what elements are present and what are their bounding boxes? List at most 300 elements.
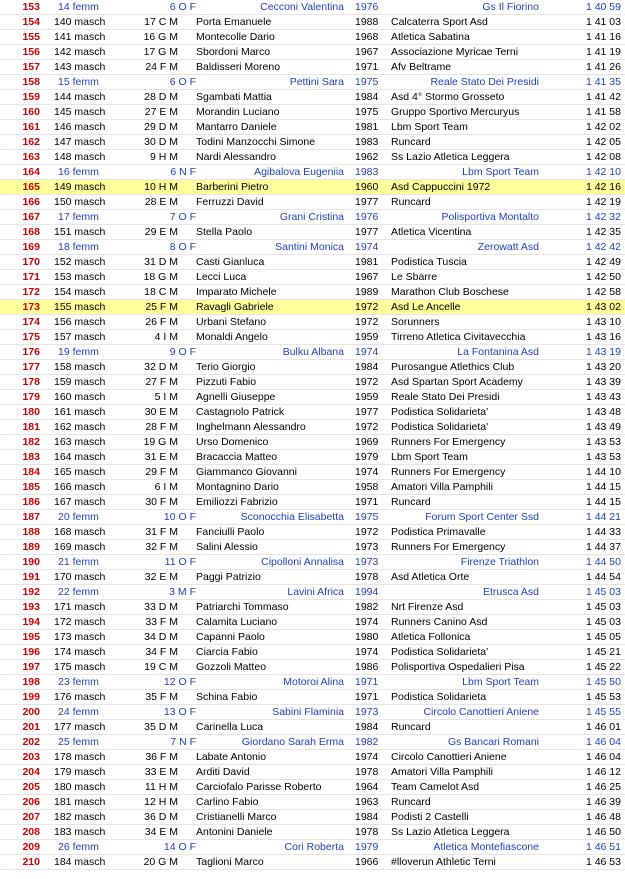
club-cell: #lloverun Athletic Terni — [391, 856, 496, 868]
athlete-name-cell: Casti Gianluca — [196, 256, 265, 268]
club-cell: Tirreno Atletica Civitavecchia — [391, 331, 526, 343]
club-cell: Runners For Emergency — [391, 466, 506, 478]
bib-cell: 150 masch — [54, 196, 106, 208]
club-cell: Runners For Emergency — [391, 436, 506, 448]
position-cell: 168 — [22, 226, 40, 238]
bib-cell: 166 masch — [54, 481, 106, 493]
position-cell: 197 — [22, 661, 40, 673]
finish-time-cell: 1 43 39 — [585, 376, 621, 388]
athlete-name-cell: Monaldi Angelo — [196, 331, 268, 343]
birth-year-cell: 1981 — [355, 256, 379, 268]
position-cell: 162 — [22, 136, 40, 148]
bib-cell: 154 masch — [54, 286, 106, 298]
athlete-name-cell: Carlino Fabio — [196, 796, 259, 808]
table-row — [0, 810, 625, 825]
club-cell: Polisportiva Montalto — [441, 211, 539, 223]
birth-year-cell: 1977 — [355, 406, 379, 418]
table-row — [0, 15, 625, 30]
position-cell: 157 — [22, 61, 40, 73]
finish-time-cell: 1 42 02 — [585, 121, 621, 133]
finish-time-cell: 1 46 04 — [585, 751, 621, 763]
club-cell: Runcard — [391, 496, 431, 508]
finish-time-cell: 1 42 49 — [585, 256, 621, 268]
club-cell: Calcaterra Sport Asd — [391, 16, 488, 28]
table-row — [0, 480, 625, 495]
table-row — [0, 30, 625, 45]
club-cell: Zerowatt Asd — [477, 241, 539, 253]
category-cell: 32 D M — [144, 361, 178, 373]
position-cell: 199 — [22, 691, 40, 703]
category-cell: 20 G M — [143, 856, 178, 868]
birth-year-cell: 1972 — [355, 376, 379, 388]
bib-cell: 25 femm — [58, 736, 99, 748]
position-cell: 161 — [22, 121, 40, 133]
table-row — [0, 150, 625, 165]
athlete-name-cell: Nardi Alessandro — [196, 151, 276, 163]
club-cell: Runcard — [391, 721, 431, 733]
finish-time-cell: 1 44 50 — [585, 556, 621, 568]
bib-cell: 160 masch — [54, 391, 106, 403]
athlete-name-cell: Labate Antonio — [196, 751, 267, 763]
athlete-name-cell: Lavini Africa — [287, 586, 344, 598]
club-cell: Amatori Villa Pamphili — [391, 766, 493, 778]
position-cell: 175 — [22, 331, 40, 343]
position-cell: 191 — [22, 571, 40, 583]
finish-time-cell: 1 45 22 — [585, 661, 621, 673]
category-cell: 6 O F — [169, 1, 196, 13]
position-cell: 174 — [22, 316, 40, 328]
birth-year-cell: 1959 — [355, 391, 379, 403]
category-cell: 35 F M — [145, 691, 178, 703]
athlete-name-cell: Imparato Michele — [196, 286, 277, 298]
finish-time-cell: 1 43 10 — [585, 316, 621, 328]
finish-time-cell: 1 43 19 — [585, 346, 621, 358]
category-cell: 33 E M — [144, 766, 178, 778]
category-cell: 28 E M — [144, 196, 178, 208]
finish-time-cell: 1 42 50 — [585, 271, 621, 283]
finish-time-cell: 1 42 05 — [585, 136, 621, 148]
birth-year-cell: 1964 — [355, 781, 379, 793]
athlete-name-cell: Barberini Pietro — [196, 181, 269, 193]
table-row — [0, 285, 625, 300]
bib-cell: 155 masch — [54, 301, 106, 313]
position-cell: 188 — [22, 526, 40, 538]
birth-year-cell: 1973 — [355, 556, 379, 568]
category-cell: 4 I M — [154, 331, 178, 343]
athlete-name-cell: Castagnolo Patrick — [196, 406, 285, 418]
birth-year-cell: 1976 — [355, 211, 379, 223]
category-cell: 29 E M — [144, 226, 178, 238]
category-cell: 32 F M — [145, 541, 178, 553]
bib-cell: 26 femm — [58, 841, 99, 853]
position-cell: 159 — [22, 91, 40, 103]
bib-cell: 24 femm — [58, 706, 99, 718]
athlete-name-cell: Sbordoni Marco — [196, 46, 271, 58]
birth-year-cell: 1984 — [355, 811, 379, 823]
bib-cell: 175 masch — [54, 661, 106, 673]
athlete-name-cell: Montagnino Dario — [196, 481, 279, 493]
athlete-name-cell: Schina Fabio — [196, 691, 258, 703]
finish-time-cell: 1 41 26 — [585, 61, 621, 73]
birth-year-cell: 1988 — [355, 16, 379, 28]
table-row — [0, 75, 625, 90]
bib-cell: 162 masch — [54, 421, 106, 433]
table-row — [0, 225, 625, 240]
bib-cell: 142 masch — [54, 46, 106, 58]
table-row — [0, 240, 625, 255]
position-cell: 166 — [22, 196, 40, 208]
athlete-name-cell: Ciarcia Fabio — [196, 646, 258, 658]
bib-cell: 173 masch — [54, 631, 106, 643]
finish-time-cell: 1 45 50 — [585, 676, 621, 688]
athlete-name-cell: Cristianelli Marco — [196, 811, 277, 823]
position-cell: 160 — [22, 106, 40, 118]
birth-year-cell: 1974 — [355, 466, 379, 478]
club-cell: Nrt Firenze Asd — [391, 601, 464, 613]
athlete-name-cell: Mantarro Daniele — [196, 121, 277, 133]
athlete-name-cell: Ravagli Gabriele — [196, 301, 274, 313]
table-row — [0, 630, 625, 645]
table-row — [0, 165, 625, 180]
club-cell: Runcard — [391, 796, 431, 808]
table-row — [0, 615, 625, 630]
category-cell: 27 E M — [144, 106, 178, 118]
club-cell: Runcard — [391, 136, 431, 148]
bib-cell: 144 masch — [54, 91, 106, 103]
position-cell: 169 — [22, 241, 40, 253]
birth-year-cell: 1973 — [355, 706, 379, 718]
table-row — [0, 195, 625, 210]
category-cell: 24 F M — [145, 61, 178, 73]
category-cell: 19 C M — [144, 661, 178, 673]
birth-year-cell: 1982 — [355, 601, 379, 613]
position-cell: 184 — [22, 466, 40, 478]
athlete-name-cell: Arditi David — [196, 766, 250, 778]
bib-cell: 147 masch — [54, 136, 106, 148]
bib-cell: 183 masch — [54, 826, 106, 838]
athlete-name-cell: Montecolle Dario — [196, 31, 275, 43]
birth-year-cell: 1975 — [355, 106, 379, 118]
athlete-name-cell: Carinella Luca — [196, 721, 264, 733]
category-cell: 7 N F — [170, 736, 196, 748]
table-row — [0, 675, 625, 690]
bib-cell: 163 masch — [54, 436, 106, 448]
bib-cell: 152 masch — [54, 256, 106, 268]
finish-time-cell: 1 42 16 — [585, 181, 621, 193]
athlete-name-cell: Motoroi Alina — [283, 676, 344, 688]
bib-cell: 16 femm — [58, 166, 99, 178]
finish-time-cell: 1 44 33 — [585, 526, 621, 538]
athlete-name-cell: Taglioni Marco — [196, 856, 264, 868]
birth-year-cell: 1978 — [355, 571, 379, 583]
category-cell: 11 H M — [144, 781, 178, 793]
bib-cell: 21 femm — [58, 556, 99, 568]
position-cell: 201 — [22, 721, 40, 733]
athlete-name-cell: Fanciulli Paolo — [196, 526, 265, 538]
position-cell: 183 — [22, 451, 40, 463]
club-cell: Runners Canino Asd — [391, 616, 488, 628]
finish-time-cell: 1 44 15 — [585, 496, 621, 508]
category-cell: 25 F M — [145, 301, 178, 313]
category-cell: 29 D M — [144, 121, 178, 133]
finish-time-cell: 1 45 21 — [585, 646, 621, 658]
finish-time-cell: 1 46 50 — [585, 826, 621, 838]
finish-time-cell: 1 46 12 — [585, 766, 621, 778]
position-cell: 208 — [22, 826, 40, 838]
category-cell: 34 F M — [145, 646, 178, 658]
position-cell: 178 — [22, 376, 40, 388]
athlete-name-cell: Porta Emanuele — [196, 16, 272, 28]
position-cell: 186 — [22, 496, 40, 508]
position-cell: 176 — [22, 346, 40, 358]
bib-cell: 159 masch — [54, 376, 106, 388]
table-row — [0, 705, 625, 720]
finish-time-cell: 1 42 19 — [585, 196, 621, 208]
club-cell: Podistica Solidarieta' — [391, 421, 489, 433]
club-cell: Reale Stato Dei Presidi — [430, 76, 539, 88]
birth-year-cell: 1974 — [355, 241, 379, 253]
birth-year-cell: 1981 — [355, 121, 379, 133]
table-row — [0, 735, 625, 750]
category-cell: 6 N F — [170, 166, 196, 178]
finish-time-cell: 1 41 35 — [585, 76, 621, 88]
birth-year-cell: 1975 — [355, 511, 379, 523]
club-cell: Podistica Solidarieta' — [391, 406, 489, 418]
table-row — [0, 330, 625, 345]
bib-cell: 143 masch — [54, 61, 106, 73]
club-cell: Lbm Sport Team — [391, 121, 468, 133]
position-cell: 196 — [22, 646, 40, 658]
category-cell: 30 E M — [144, 406, 178, 418]
birth-year-cell: 1973 — [355, 541, 379, 553]
bib-cell: 181 masch — [54, 796, 106, 808]
birth-year-cell: 1974 — [355, 346, 379, 358]
finish-time-cell: 1 46 51 — [585, 841, 621, 853]
bib-cell: 170 masch — [54, 571, 106, 583]
table-row — [0, 390, 625, 405]
position-cell: 179 — [22, 391, 40, 403]
table-row — [0, 0, 625, 15]
bib-cell: 179 masch — [54, 766, 106, 778]
bib-cell: 167 masch — [54, 496, 106, 508]
finish-time-cell: 1 43 02 — [585, 301, 621, 313]
position-cell: 202 — [22, 736, 40, 748]
position-cell: 182 — [22, 436, 40, 448]
position-cell: 180 — [22, 406, 40, 418]
birth-year-cell: 1976 — [355, 1, 379, 13]
birth-year-cell: 1972 — [355, 421, 379, 433]
category-cell: 34 E M — [144, 826, 178, 838]
bib-cell: 169 masch — [54, 541, 106, 553]
position-cell: 185 — [22, 481, 40, 493]
table-row — [0, 765, 625, 780]
table-row — [0, 450, 625, 465]
table-row — [0, 825, 625, 840]
table-row — [0, 300, 625, 315]
bib-cell: 161 masch — [54, 406, 106, 418]
birth-year-cell: 1972 — [355, 301, 379, 313]
position-cell: 192 — [22, 586, 40, 598]
club-cell: Asd 4° Stormo Grosseto — [391, 91, 505, 103]
position-cell: 195 — [22, 631, 40, 643]
position-cell: 200 — [22, 706, 40, 718]
category-cell: 17 C M — [144, 16, 178, 28]
birth-year-cell: 1974 — [355, 646, 379, 658]
athlete-name-cell: Terio Giorgio — [196, 361, 256, 373]
table-row — [0, 375, 625, 390]
table-row — [0, 795, 625, 810]
bib-cell: 19 femm — [58, 346, 99, 358]
position-cell: 206 — [22, 796, 40, 808]
category-cell: 8 O F — [169, 241, 196, 253]
finish-time-cell: 1 42 10 — [585, 166, 621, 178]
athlete-name-cell: Pizzuti Fabio — [196, 376, 257, 388]
finish-time-cell: 1 41 16 — [585, 31, 621, 43]
category-cell: 7 O F — [169, 211, 196, 223]
category-cell: 36 D M — [144, 811, 178, 823]
birth-year-cell: 1971 — [355, 61, 379, 73]
birth-year-cell: 1994 — [355, 586, 379, 598]
athlete-name-cell: Paggi Patrizio — [196, 571, 261, 583]
table-row — [0, 60, 625, 75]
finish-time-cell: 1 46 04 — [585, 736, 621, 748]
bib-cell: 18 femm — [58, 241, 99, 253]
table-row — [0, 405, 625, 420]
birth-year-cell: 1967 — [355, 46, 379, 58]
position-cell: 163 — [22, 151, 40, 163]
category-cell: 6 I M — [154, 481, 178, 493]
table-row — [0, 45, 625, 60]
bib-cell: 171 masch — [54, 601, 106, 613]
athlete-name-cell: Todini Manzocchi Simone — [196, 136, 316, 148]
birth-year-cell: 1989 — [355, 286, 379, 298]
athlete-name-cell: Cipolloni Annalisa — [261, 556, 344, 568]
bib-cell: 141 masch — [54, 31, 106, 43]
club-cell: Asd Cappuccini 1972 — [391, 181, 491, 193]
finish-time-cell: 1 41 19 — [585, 46, 621, 58]
finish-time-cell: 1 43 48 — [585, 406, 621, 418]
birth-year-cell: 1969 — [355, 436, 379, 448]
position-cell: 156 — [22, 46, 40, 58]
bib-cell: 145 masch — [54, 106, 106, 118]
table-row — [0, 435, 625, 450]
birth-year-cell: 1979 — [355, 841, 379, 853]
athlete-name-cell: Sconocchia Elisabetta — [240, 511, 344, 523]
position-cell: 187 — [22, 511, 40, 523]
athlete-name-cell: Ferruzzi David — [196, 196, 264, 208]
finish-time-cell: 1 43 49 — [585, 421, 621, 433]
birth-year-cell: 1983 — [355, 136, 379, 148]
category-cell: 33 F M — [145, 616, 178, 628]
athlete-name-cell: Sgambati Mattia — [196, 91, 272, 103]
finish-time-cell: 1 42 35 — [585, 226, 621, 238]
club-cell: Le Sbarre — [391, 271, 438, 283]
finish-time-cell: 1 45 55 — [585, 706, 621, 718]
birth-year-cell: 1971 — [355, 691, 379, 703]
table-row — [0, 255, 625, 270]
finish-time-cell: 1 45 03 — [585, 601, 621, 613]
table-row — [0, 135, 625, 150]
table-row — [0, 105, 625, 120]
category-cell: 10 H M — [144, 181, 178, 193]
table-row — [0, 750, 625, 765]
category-cell: 12 H M — [144, 796, 178, 808]
birth-year-cell: 1962 — [355, 151, 379, 163]
athlete-name-cell: Inghelmann Alessandro — [196, 421, 306, 433]
category-cell: 3 M F — [169, 586, 196, 598]
athlete-name-cell: Sabini Flaminia — [272, 706, 344, 718]
athlete-name-cell: Carciofalo Parisse Roberto — [196, 781, 322, 793]
birth-year-cell: 1984 — [355, 721, 379, 733]
bib-cell: 172 masch — [54, 616, 106, 628]
position-cell: 167 — [22, 211, 40, 223]
position-cell: 190 — [22, 556, 40, 568]
table-row — [0, 210, 625, 225]
athlete-name-cell: Stella Paolo — [196, 226, 253, 238]
position-cell: 170 — [22, 256, 40, 268]
position-cell: 153 — [22, 1, 40, 13]
category-cell: 17 G M — [143, 46, 178, 58]
birth-year-cell: 1982 — [355, 736, 379, 748]
finish-time-cell: 1 42 58 — [585, 286, 621, 298]
category-cell: 12 O F — [163, 676, 196, 688]
athlete-name-cell: Giordano Sarah Erma — [241, 736, 344, 748]
finish-time-cell: 1 42 32 — [585, 211, 621, 223]
club-cell: Reale Stato Dei Presidi — [391, 391, 500, 403]
athlete-name-cell: Cecconi Valentina — [260, 1, 344, 13]
category-cell: 31 E M — [144, 451, 178, 463]
bib-cell: 178 masch — [54, 751, 106, 763]
bib-cell: 176 masch — [54, 691, 106, 703]
birth-year-cell: 1980 — [355, 631, 379, 643]
table-row — [0, 690, 625, 705]
table-row — [0, 120, 625, 135]
finish-time-cell: 1 44 37 — [585, 541, 621, 553]
bib-cell: 153 masch — [54, 271, 106, 283]
finish-time-cell: 1 41 58 — [585, 106, 621, 118]
club-cell: Ss Lazio Atletica Leggera — [391, 151, 510, 163]
club-cell: Runners For Emergency — [391, 541, 506, 553]
club-cell: Associazione Myricae Terni — [391, 46, 519, 58]
birth-year-cell: 1974 — [355, 751, 379, 763]
finish-time-cell: 1 44 15 — [585, 481, 621, 493]
birth-year-cell: 1966 — [355, 856, 379, 868]
finish-time-cell: 1 46 25 — [585, 781, 621, 793]
category-cell: 26 F M — [145, 316, 178, 328]
birth-year-cell: 1977 — [355, 196, 379, 208]
position-cell: 209 — [22, 841, 40, 853]
position-cell: 203 — [22, 751, 40, 763]
finish-time-cell: 1 45 03 — [585, 586, 621, 598]
table-row — [0, 540, 625, 555]
club-cell: Gruppo Sportivo Mercuryus — [391, 106, 520, 118]
table-row — [0, 270, 625, 285]
bib-cell: 140 masch — [54, 16, 106, 28]
finish-time-cell: 1 44 54 — [585, 571, 621, 583]
club-cell: Lbm Sport Team — [391, 451, 468, 463]
finish-time-cell: 1 42 42 — [585, 241, 621, 253]
category-cell: 16 G M — [143, 31, 178, 43]
athlete-name-cell: Santini Monica — [275, 241, 344, 253]
birth-year-cell: 1977 — [355, 226, 379, 238]
birth-year-cell: 1983 — [355, 166, 379, 178]
athlete-name-cell: Cori Roberta — [284, 841, 344, 853]
club-cell: Polisportiva Ospedalieri Pisa — [391, 661, 525, 673]
position-cell: 154 — [22, 16, 40, 28]
athlete-name-cell: Gozzoli Matteo — [196, 661, 267, 673]
table-row — [0, 780, 625, 795]
bib-cell: 146 masch — [54, 121, 106, 133]
